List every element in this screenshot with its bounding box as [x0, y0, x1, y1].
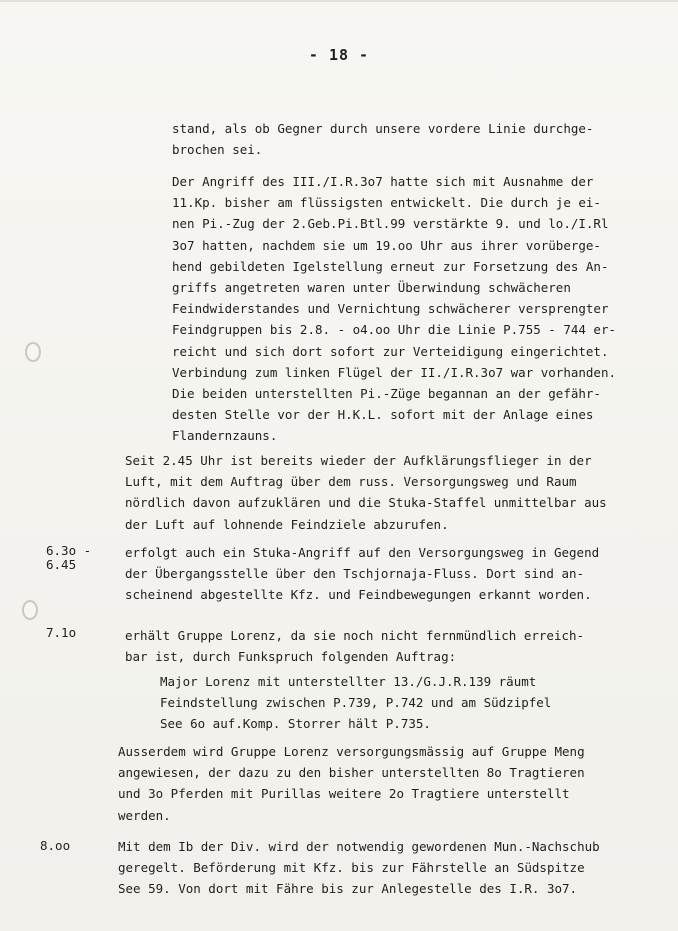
paragraph-supply: Ausserdem wird Gruppe Lorenz versorgungsmässig auf Gruppe Meng angewiesen, der dazu zu den bisher unterstellten 8o Tragtieren und 3o Pferden mit Purillas weitere 2o Tragtiere unterstellt werden.: [118, 744, 585, 823]
paragraph-attack-report: Der Angriff des III./I.R.3o7 hatte sich mit Ausnahme der 11.Kp. bisher am flüssigsten entwickelt. Die durch je ei- nen Pi.-Zug der 2.Geb.Pi.Btl.99 verstärkte 9. und lo./I.Rl 3o7 hatten, nachdem sie um 19.oo Uhr aus ihrer vorüberge- hend gebildeten Igelstellung erneut zur Forsetzung des An- griffs angetreten waren unter Überwindung schwächeren Feindwiderstandes und Vernichtung schwächerer versprengter Feindgruppen bis 2.8. - o4.oo Uhr die Linie P.755 - 744 er- reicht und sich dort sofort zur Verteidigung eingerichtet. Verbindung zum linken Flügel der II./I.R.3o7 war vorhanden. Die beiden unterstellten Pi.-Züge begannan an der gefähr- desten Stelle vor der H.K.L. sofort mit der Anlage eines Flandernzauns.: [172, 174, 617, 444]
paragraph-order-intro: erhält Gruppe Lorenz, da sie noch nicht fernmündlich erreich- bar ist, durch Funkspruch folgenden Auftrag:: [125, 628, 585, 665]
paragraph-continuation: stand, als ob Gegner durch unsere vordere Linie durchge- brochen sei.: [172, 121, 594, 158]
page-number: - 18 -: [308, 46, 370, 64]
paragraph-stuka-attack: erfolgt auch ein Stuka-Angriff auf den Versorgungsweg in Gegend der Übergangsstelle über den Tschjornaja-Fluss. Dort sind an- scheinend abgestellte Kfz. und Feindbewegungen erkannt worden.: [125, 545, 600, 603]
time-entry: 8.oo: [40, 838, 71, 853]
paragraph-order-text: Major Lorenz mit unterstellter 13./G.J.R.139 räumt Feindstellung zwischen P.739, P.742 und am Südzipfel See 6o auf.Komp. Storrer hält P.735.: [160, 674, 552, 732]
paragraph-ammo-supply: Mit dem Ib der Div. wird der notwendig gewordenen Mun.-Nachschub geregelt. Beförderung mit Kfz. bis zur Fährstelle an Südspitze See 59. Von dort mit Fähre bis zur Anlegestelle des I.R. 3o7.: [118, 839, 600, 897]
top-edge: [0, 0, 678, 2]
paragraph-reconnaissance: Seit 2.45 Uhr ist bereits wieder der Aufklärungsflieger in der Luft, mit dem Auftrag über dem russ. Versorgungsweg und Raum nördlich davon aufzuklären und die Stuka-Staffel unmittelbar aus der Luft auf lohnende Feindziele abzurufen.: [125, 453, 607, 532]
punch-hole: [25, 342, 41, 362]
time-entry: 7.1o: [46, 625, 77, 640]
time-entry: 6.3o - 6.45: [46, 543, 92, 572]
punch-hole: [22, 600, 38, 620]
